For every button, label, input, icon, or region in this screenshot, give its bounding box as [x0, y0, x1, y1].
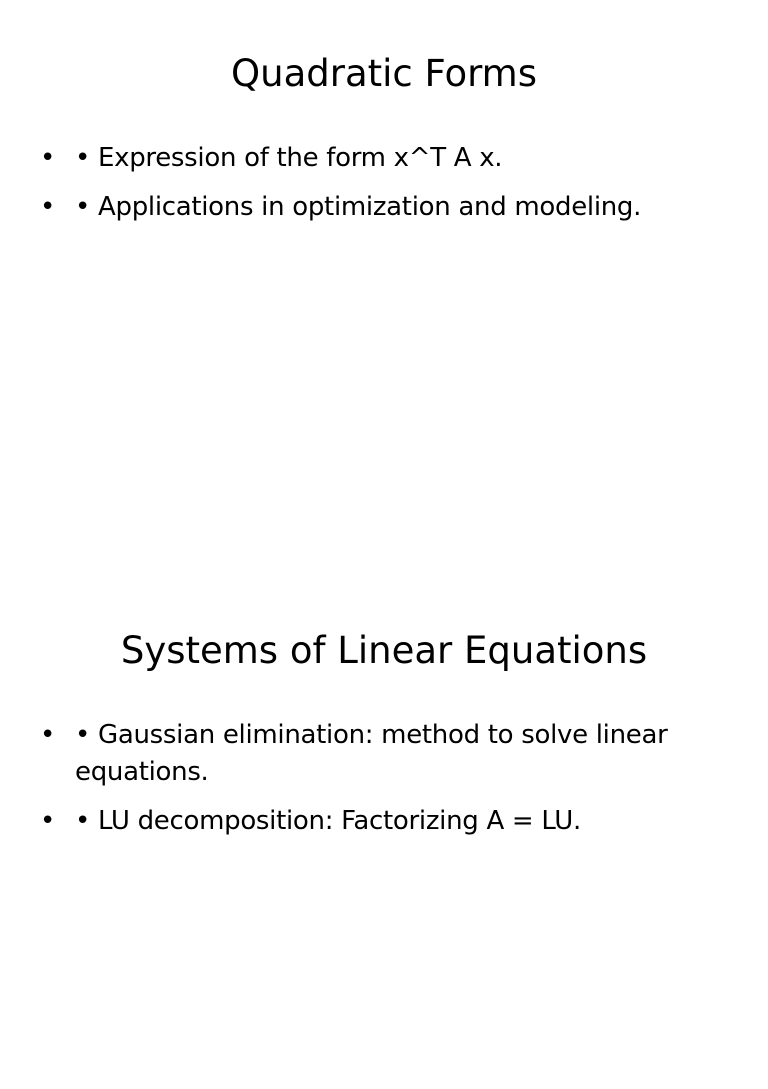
bullet-text: • Gaussian elimination: method to solve linear equations. [75, 720, 668, 787]
bullet-text: • LU decomposition: Factorizing A = LU. [75, 806, 581, 836]
bullet-marker: • [40, 806, 56, 836]
bullet-list [40, 717, 730, 852]
bullet-marker: • [40, 192, 56, 222]
list-item [40, 803, 730, 840]
slide-systems-of-linear-equations [0, 577, 768, 1089]
slide-title: Systems of Linear Equations [120, 629, 648, 672]
slide-quadratic-forms [0, 0, 768, 512]
bullet-text: • Expression of the form x^T A x. [75, 143, 503, 173]
bullet-text: • Applications in optimization and modeling. [75, 192, 642, 222]
list-item [40, 140, 730, 177]
list-item [40, 717, 730, 791]
bullet-marker: • [40, 720, 56, 750]
bullet-marker: • [40, 143, 56, 173]
slide-title: Quadratic Forms [231, 52, 537, 95]
list-item [40, 189, 730, 226]
bullet-list [40, 140, 730, 238]
